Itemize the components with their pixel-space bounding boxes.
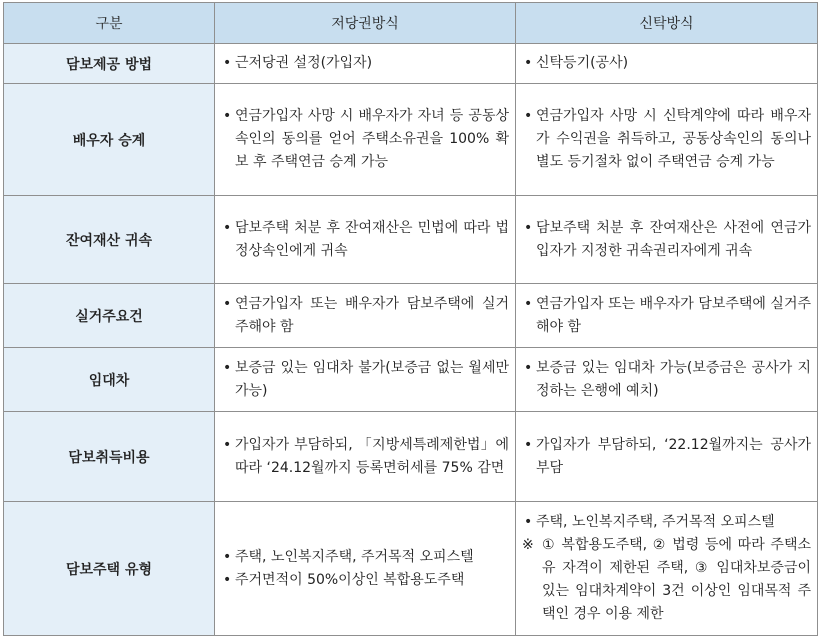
bullet-icon: • [223, 55, 232, 71]
bullet-icon: • [223, 295, 232, 312]
footnote [522, 534, 811, 626]
row-label: 임대차 [4, 348, 215, 412]
item-text: 연금가입자 사망 시 신탁계약에 따라 배우자가 수익권을 취득하고, 공동상속인의 동의나 별도 등기절차 없이 주택연금 승계 가능 [536, 108, 811, 170]
mortgage-cell [215, 84, 516, 196]
trust-cell [516, 412, 818, 502]
table-row [4, 412, 818, 502]
bullet-icon: • [223, 359, 232, 376]
table-row [4, 502, 818, 636]
row-label: 담보제공 방법 [4, 44, 215, 84]
bullet-icon: • [524, 295, 533, 312]
mortgage-cell [215, 284, 516, 348]
list-item [522, 511, 811, 534]
bullet-icon: • [223, 571, 232, 588]
item-text: 주택, 노인복지주택, 주거목적 오피스텔 [536, 514, 775, 530]
item-text: 근저당권 설정(가입자) [235, 55, 373, 71]
reference-mark-icon: ※ [522, 537, 534, 553]
bullet-icon: • [524, 359, 533, 376]
item-text: 보증금 있는 임대차 가능(보증금은 공사가 지정하는 은행에 예치) [536, 359, 811, 399]
item-text: 주택, 노인복지주택, 주거목적 오피스텔 [235, 548, 474, 565]
header-trust-method: 신탁방식 [516, 3, 818, 44]
trust-cell [516, 284, 818, 348]
trust-cell [516, 502, 818, 636]
footnote-text: ① 복합용도주택, ② 법령 등에 따라 주택소유 자격이 제한된 주택, ③ 임대차보증금이 있는 임대차계약이 3건 이상인 임대목적 주택인 경우 이용 제한 [542, 537, 811, 622]
bullet-icon: • [524, 55, 533, 71]
mortgage-cell [215, 196, 516, 284]
table-row [4, 348, 818, 412]
list-item [221, 217, 509, 263]
row-label: 담보취득비용 [4, 412, 215, 502]
list-item [522, 434, 811, 480]
header-mortgage-method: 저당권방식 [215, 3, 516, 44]
bullet-icon: • [223, 436, 232, 453]
list-item [522, 293, 811, 339]
mortgage-cell [215, 44, 516, 84]
list-item [221, 52, 509, 75]
row-label: 잔여재산 귀속 [4, 196, 215, 284]
list-item [522, 105, 811, 174]
mortgage-cell [215, 348, 516, 412]
bullet-icon: • [524, 108, 533, 124]
item-text: 신탁등기(공사) [536, 55, 629, 71]
item-text: 주거면적이 50%이상인 복합용도주택 [235, 571, 465, 588]
item-text: 보증금 있는 임대차 불가(보증금 없는 월세만 가능) [235, 359, 509, 399]
mortgage-cell [215, 502, 516, 636]
table-row [4, 284, 818, 348]
trust-cell [516, 348, 818, 412]
list-item [522, 52, 811, 75]
item-text: 가입자가 부담하되, 「지방세특례제한법」에 따라 ‘24.12월까지 등록면허세를 75% 감면 [235, 436, 509, 476]
row-label: 담보주택 유형 [4, 502, 215, 636]
trust-cell [516, 84, 818, 196]
list-item [221, 293, 509, 339]
list-item [221, 105, 509, 174]
list-item [221, 569, 509, 592]
header-category: 구분 [4, 3, 215, 44]
bullet-icon: • [524, 219, 533, 236]
table-row [4, 44, 818, 84]
comparison-table [3, 2, 818, 636]
list-item [221, 434, 509, 480]
item-text: 연금가입자 사망 시 배우자가 자녀 등 공동상속인의 동의를 얻어 주택소유권을 100% 확보 후 주택연금 승계 가능 [235, 108, 509, 170]
bullet-icon: • [524, 514, 533, 530]
table-row [4, 84, 818, 196]
trust-cell [516, 44, 818, 84]
item-text: 담보주택 처분 후 잔여재산은 사전에 연금가입자가 지정한 귀속권리자에게 귀속 [536, 219, 811, 259]
item-text: 담보주택 처분 후 잔여재산은 민법에 따라 법정상속인에게 귀속 [235, 219, 509, 259]
list-item [221, 546, 509, 569]
header-row [4, 3, 818, 44]
trust-cell [516, 196, 818, 284]
bullet-icon: • [223, 548, 232, 565]
list-item [221, 357, 509, 403]
item-text: 연금가입자 또는 배우자가 담보주택에 실거주해야 함 [235, 295, 509, 335]
bullet-icon: • [524, 436, 533, 453]
item-text: 연금가입자 또는 배우자가 담보주택에 실거주해야 함 [536, 295, 811, 335]
row-label: 실거주요건 [4, 284, 215, 348]
bullet-icon: • [223, 108, 232, 124]
row-label: 배우자 승계 [4, 84, 215, 196]
list-item [522, 217, 811, 263]
item-text: 가입자가 부담하되, ‘22.12월까지는 공사가 부담 [536, 436, 811, 476]
bullet-icon: • [223, 219, 232, 236]
table-row [4, 196, 818, 284]
mortgage-cell [215, 412, 516, 502]
list-item [522, 357, 811, 403]
